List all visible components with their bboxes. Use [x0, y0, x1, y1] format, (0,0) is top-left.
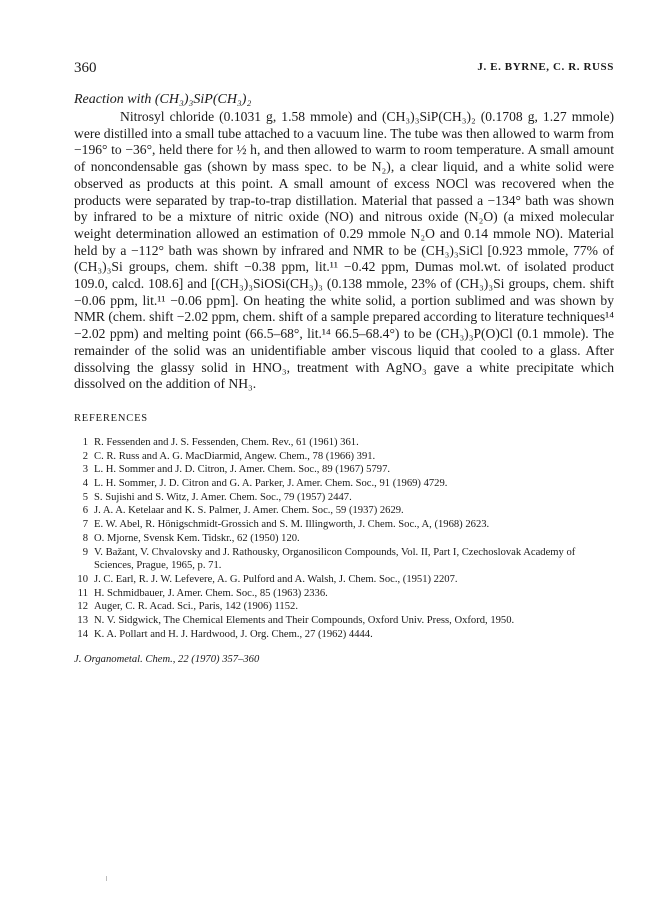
reference-number: 3	[82, 464, 88, 476]
reference-number: 1	[82, 436, 88, 448]
reference-number: 9	[82, 546, 88, 558]
reference-text: N. V. Sidgwick, The Chemical Elements and Their Compounds, Oxford Univ. Press, Oxford, 1950.	[94, 615, 515, 627]
reference-number: 10	[77, 573, 88, 585]
reference-text: V. Bažant, V. Chvalovsky and J. Rathousky, Organosilicon Compounds, Vol. II, Part I, Czechoslovak Academy of Sciences, Prague, 1965, p. 71.	[94, 546, 576, 572]
references-heading: REFERENCES	[74, 412, 148, 424]
reference-item	[74, 436, 614, 450]
reference-text: Auger, C. R. Acad. Sci., Paris, 142 (1906) 1152.	[94, 601, 298, 613]
reference-text: O. Mjorne, Svensk Kem. Tidskr., 62 (1950) 120.	[94, 532, 300, 544]
reference-number: 4	[82, 478, 88, 490]
body-paragraph	[74, 109, 614, 393]
running-head: J. E. BYRNE, C. R. RUSS	[477, 61, 614, 73]
reference-item	[74, 614, 614, 628]
reference-text: C. R. Russ and A. G. MacDiarmid, Angew. Chem., 78 (1966) 391.	[94, 450, 376, 462]
reference-number: 11	[77, 587, 88, 599]
reference-text: J. A. A. Ketelaar and K. S. Palmer, J. Amer. Chem. Soc., 59 (1937) 2629.	[94, 505, 404, 517]
reference-text: H. Schmidbauer, J. Amer. Chem. Soc., 85 (1963) 2336.	[94, 587, 328, 599]
reference-item	[74, 600, 614, 614]
reference-item	[74, 546, 614, 573]
reference-item	[74, 477, 614, 491]
paragraph-text: Nitrosyl chloride (0.1031 g, 1.58 mmole) and (CH₃)₃SiP(CH₃)₂ (0.1708 g, 1.27 mmole) were distilled into a small tube attached to a vacuum line. The tube was then allowed to warm from −196° to −36°, held there for ½ h, and then allowed to warm to room temperature. A small amount of noncondensable gas (shown by mass spec. to be N₂), a clear liquid, and a white solid were observed as products at this point. A small amount of excess NOCl was recovered when the products were separated by trap-to-trap distillation. Material that passed a −134° bath was shown by infrared to be a mixture of nitric oxide (NO) and nitrous oxide (N₂O) (a mixed molecular weight determination allowed an estimation of 0.29 mmole N₂O and 0.14 mmole NO). Material held by a −112° bath was shown by infrared and NMR to be (CH₃)₃SiCl [0.923 mmole, 77% of (CH₃)₃Si groups, chem. shift −0.38 ppm, lit.¹¹ −0.42 ppm, Dumas mol.wt. of isolated product 109.0, calcd. 108.6] and [(CH₃)₃SiOSi(CH₃)₃ (0.138 mmole, 23% of (CH₃)₃Si groups, chem. shift −0.06 ppm, lit.¹¹ −0.06 ppm]. On heating the white solid, a portion sublimed and was shown by NMR (chem. shift −2.02 ppm, chem. shift of a sample prepared according to literature techniques¹⁴ −2.02 ppm) and melting point (66.5–68°, lit.¹⁴ 66.5–68.4°) to be (CH₃)₃P(O)Cl (0.1 mmole). The remainder of the solid was an unidentifiable amber viscous liquid that cooled to a glass. After dissolving the glassy solid in HNO₃, treatment with AgNO₃ gave a white precipitate which dissolved on the addition of NH₃.	[74, 109, 614, 392]
reference-number: 6	[82, 505, 88, 517]
reference-item	[74, 628, 614, 642]
page-number: 360	[74, 60, 97, 76]
reference-item	[74, 450, 614, 464]
reference-text: L. H. Sommer, J. D. Citron and G. A. Parker, J. Amer. Chem. Soc., 91 (1969) 4729.	[94, 478, 448, 490]
reference-text: L. H. Sommer and J. D. Citron, J. Amer. Chem. Soc., 89 (1967) 5797.	[94, 464, 391, 476]
reference-item	[74, 587, 614, 601]
reference-number: 14	[77, 628, 88, 640]
reference-number: 13	[77, 615, 88, 627]
reference-text: J. C. Earl, R. J. W. Lefevere, A. G. Pulford and A. Walsh, J. Chem. Soc., (1951) 2207.	[94, 573, 458, 585]
reference-number: 8	[82, 532, 88, 544]
reference-item	[74, 518, 614, 532]
reference-text: S. Sujishi and S. Witz, J. Amer. Chem. Soc., 79 (1957) 2447.	[94, 491, 352, 503]
reference-number: 7	[82, 519, 88, 531]
reference-text: K. A. Pollart and H. J. Hardwood, J. Org. Chem., 27 (1962) 4444.	[94, 628, 373, 640]
reference-number: 5	[82, 491, 88, 503]
journal-footer: J. Organometal. Chem., 22 (1970) 357–360	[74, 653, 260, 665]
reference-number: 12	[77, 601, 88, 613]
reference-item	[74, 491, 614, 505]
reference-item	[74, 573, 614, 587]
reference-number: 2	[82, 450, 88, 462]
page-header	[74, 60, 614, 78]
scan-mark	[106, 876, 107, 881]
page	[74, 60, 614, 665]
references-list	[74, 436, 614, 642]
reference-item	[74, 463, 614, 477]
reference-item	[74, 532, 614, 546]
reference-item	[74, 504, 614, 518]
reference-text: E. W. Abel, R. Hönigschmidt-Grossich and S. M. Illingworth, J. Chem. Soc., A, (1968) 2623.	[94, 519, 490, 531]
reference-text: R. Fessenden and J. S. Fessenden, Chem. Rev., 61 (1961) 361.	[94, 436, 359, 448]
section-heading: Reaction with (CH₃)₃SiP(CH₃)₂	[74, 92, 252, 107]
